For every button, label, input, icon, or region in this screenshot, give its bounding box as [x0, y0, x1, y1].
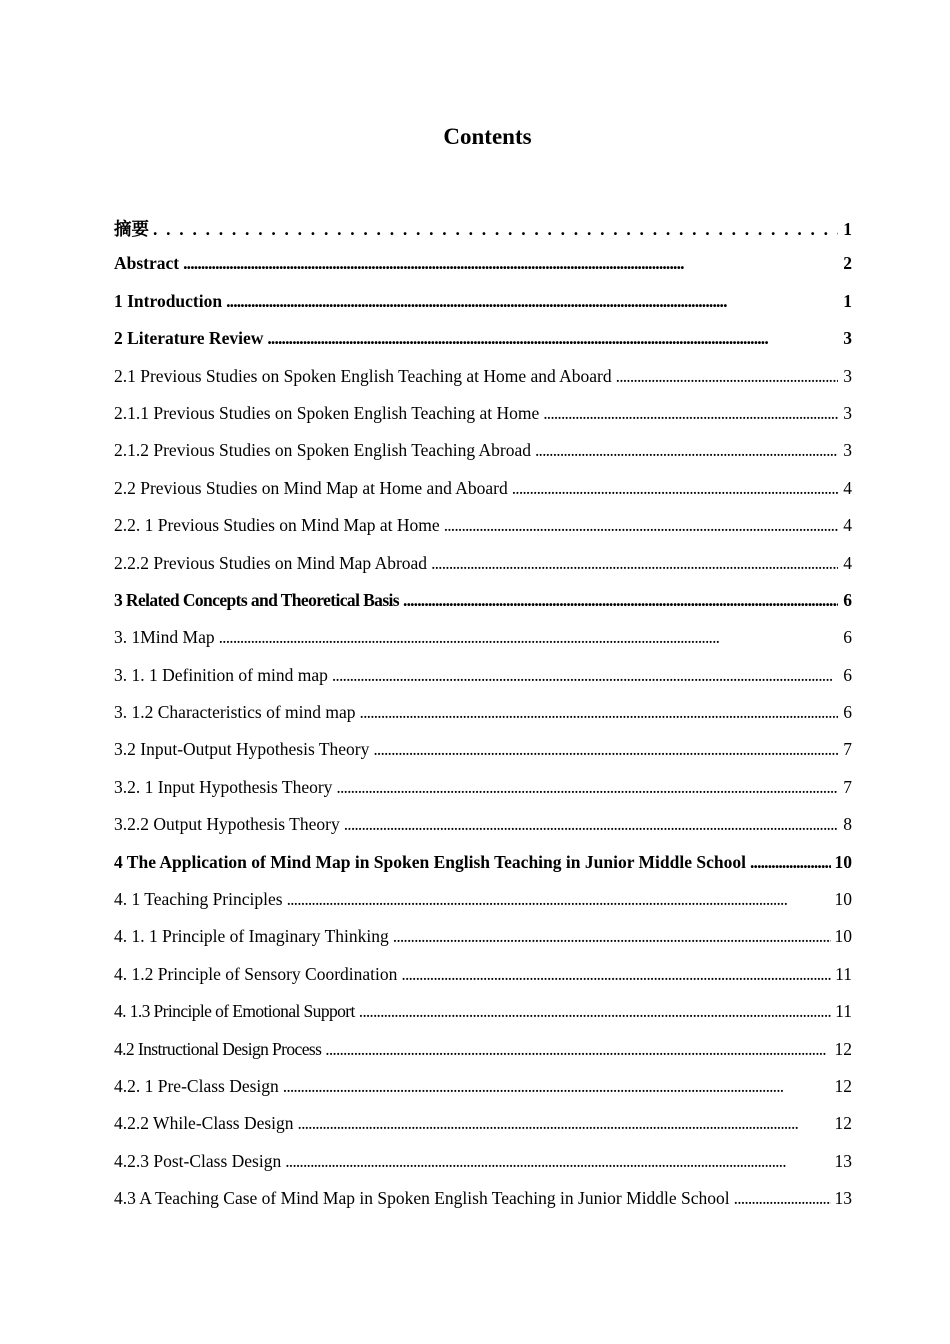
toc-leader-dots: [336, 777, 838, 798]
table-of-contents: [114, 216, 852, 1226]
toc-entry-3-2-2[interactable]: [114, 814, 852, 851]
toc-leader-dots: [373, 739, 838, 760]
toc-leader-dots: [344, 814, 838, 835]
toc-leader-dots: [226, 291, 838, 312]
toc-entry-page: 3: [843, 440, 852, 461]
toc-entry-page: 3: [843, 328, 852, 349]
toc-entry-page: 11: [835, 963, 852, 984]
toc-entry-introduction[interactable]: [114, 291, 852, 328]
toc-leader-dots: [325, 1039, 830, 1060]
toc-entry-2-1-1[interactable]: [114, 403, 852, 440]
toc-entry-label: Abstract: [114, 253, 180, 274]
toc-entry-label: 4.3 A Teaching Case of Mind Map in Spoken English Teaching in Junior Middle School: [114, 1188, 730, 1209]
toc-entry-page: 12: [834, 1038, 852, 1059]
toc-entry-page: 6: [843, 589, 852, 610]
toc-leader-dots: [543, 403, 838, 424]
toc-entry-label: 3. 1.2 Characteristics of mind map: [114, 702, 356, 723]
toc-entry-label: 4. 1.3 Principle of Emotional Support: [114, 1001, 355, 1022]
toc-entry-abstract[interactable]: [114, 253, 852, 290]
toc-entry-3-2-1[interactable]: [114, 777, 852, 814]
toc-entry-page: 10: [834, 926, 852, 947]
toc-entry-label: 摘要: [114, 219, 149, 239]
toc-entry-label: 3. 1Mind Map: [114, 627, 215, 648]
toc-entry-page: 6: [843, 627, 852, 648]
toc-leader-dots: [153, 219, 838, 240]
toc-entry-label: 3.2 Input-Output Hypothesis Theory: [114, 739, 370, 760]
toc-entry-label: 2.2.2 Previous Studies on Mind Map Abroad: [114, 552, 428, 573]
toc-leader-dots: [360, 702, 838, 723]
toc-leader-dots: [512, 478, 838, 499]
toc-entry-label: 4.2. 1 Pre-Class Design: [114, 1075, 279, 1096]
toc-leader-dots: [750, 852, 831, 873]
toc-entry-label: 2.2 Previous Studies on Mind Map at Home and Aboard: [114, 477, 508, 498]
toc-entry-page: 4: [843, 515, 852, 536]
toc-leader-dots: [431, 553, 838, 574]
toc-entry-label: 2.1.1 Previous Studies on Spoken English Teaching at Home: [114, 402, 540, 423]
toc-leader-dots: [444, 515, 838, 536]
toc-leader-dots: [401, 964, 831, 985]
toc-entry-label: 4. 1. 1 Principle of Imaginary Thinking: [114, 926, 389, 947]
toc-entry-page: 8: [843, 814, 852, 835]
toc-entry-page: 6: [843, 702, 852, 723]
toc-leader-dots: [616, 366, 838, 387]
toc-leader-dots: [267, 328, 838, 349]
toc-entry-3-1-1[interactable]: [114, 665, 852, 702]
toc-entry-2-2[interactable]: [114, 478, 852, 515]
toc-leader-dots: [332, 665, 838, 686]
toc-entry-abstract-chinese[interactable]: [114, 216, 852, 253]
toc-entry-label: 2 Literature Review: [114, 328, 264, 349]
toc-entry-2-2-2[interactable]: [114, 553, 852, 590]
toc-entry-label: 4.2 Instructional Design Process: [114, 1038, 322, 1059]
toc-entry-page: 3: [843, 402, 852, 423]
toc-leader-dots: [298, 1113, 831, 1134]
toc-entry-4-3[interactable]: [114, 1188, 852, 1225]
toc-leader-dots: [219, 627, 838, 648]
toc-entry-4-2[interactable]: [114, 1039, 852, 1076]
toc-leader-dots: [734, 1188, 831, 1209]
toc-entry-page: 4: [843, 552, 852, 573]
toc-entry-page: 13: [834, 1150, 852, 1171]
toc-leader-dots: [359, 1001, 831, 1022]
toc-entry-page: 13: [834, 1188, 852, 1209]
toc-leader-dots: [393, 926, 831, 947]
toc-entry-4-2-3[interactable]: [114, 1151, 852, 1188]
toc-entry-page: 12: [834, 1113, 852, 1134]
toc-entry-page: 7: [843, 739, 852, 760]
toc-entry-label: 4 The Application of Mind Map in Spoken English Teaching in Junior Middle School: [114, 851, 746, 872]
toc-entry-page: 2: [843, 253, 852, 274]
toc-entry-3-2[interactable]: [114, 739, 852, 776]
toc-leader-dots: [403, 590, 838, 611]
toc-entry-3[interactable]: [114, 590, 852, 627]
toc-entry-label: 3. 1. 1 Definition of mind map: [114, 664, 328, 685]
toc-entry-label: 4.2.3 Post-Class Design: [114, 1150, 282, 1171]
toc-entry-4-1-1[interactable]: [114, 926, 852, 963]
toc-entry-4-1[interactable]: [114, 889, 852, 926]
toc-entry-label: 2.1 Previous Studies on Spoken English Teaching at Home and Aboard: [114, 365, 612, 386]
toc-entry-page: 1: [843, 290, 852, 311]
toc-entry-2-2-1[interactable]: [114, 515, 852, 552]
toc-entry-label: 1 Introduction: [114, 290, 223, 311]
toc-entry-label: 3.2. 1 Input Hypothesis Theory: [114, 776, 333, 797]
toc-leader-dots: [183, 253, 838, 274]
toc-leader-dots: [283, 1076, 831, 1097]
toc-entry-4-2-1[interactable]: [114, 1076, 852, 1113]
toc-entry-3-1[interactable]: [114, 627, 852, 664]
toc-entry-label: 4.2.2 While-Class Design: [114, 1113, 294, 1134]
toc-entry-label: 2.2. 1 Previous Studies on Mind Map at Home: [114, 515, 440, 536]
toc-entry-label: 4. 1.2 Principle of Sensory Coordination: [114, 963, 398, 984]
toc-entry-2-1-2[interactable]: [114, 440, 852, 477]
toc-entry-page: 11: [835, 1001, 852, 1022]
page-title: Contents: [443, 124, 532, 149]
toc-entry-page: 1: [843, 219, 852, 239]
toc-entry-page: 10: [834, 889, 852, 910]
toc-entry-label: 3 Related Concepts and Theoretical Basis: [114, 589, 400, 610]
toc-leader-dots: [535, 440, 838, 461]
toc-leader-dots: [285, 1151, 830, 1172]
toc-leader-dots: [287, 889, 831, 910]
toc-entry-literature-review[interactable]: [114, 328, 852, 365]
toc-entry-page: 7: [843, 776, 852, 797]
toc-entry-2-1[interactable]: [114, 366, 852, 403]
toc-entry-3-1-2[interactable]: [114, 702, 852, 739]
toc-entry-page: 6: [843, 664, 852, 685]
toc-entry-4-2-2[interactable]: [114, 1113, 852, 1150]
toc-entry-4[interactable]: [114, 852, 852, 889]
toc-entry-4-1-2[interactable]: [114, 964, 852, 1001]
toc-entry-page: 3: [843, 365, 852, 386]
toc-entry-page: 10: [834, 851, 852, 872]
toc-entry-page: 4: [843, 477, 852, 498]
toc-entry-page: 12: [834, 1075, 852, 1096]
toc-entry-4-1-3[interactable]: [114, 1001, 852, 1038]
toc-entry-label: 4. 1 Teaching Principles: [114, 889, 283, 910]
toc-entry-label: 3.2.2 Output Hypothesis Theory: [114, 814, 340, 835]
toc-entry-label: 2.1.2 Previous Studies on Spoken English Teaching Abroad: [114, 440, 531, 461]
